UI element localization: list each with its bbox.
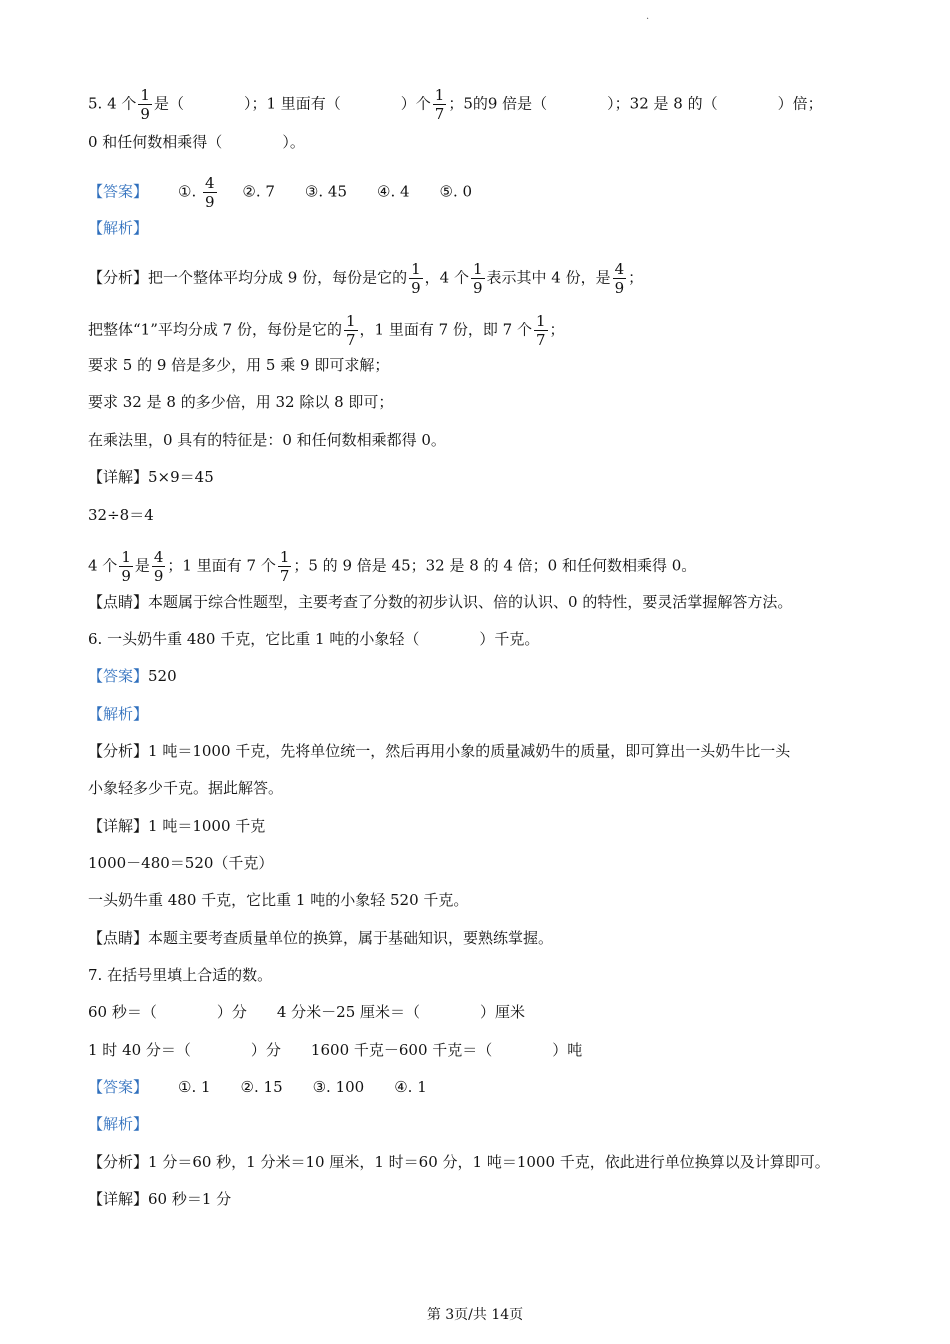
q7-question: 7. 在括号里填上合适的数。: [88, 966, 273, 984]
q5-detail-line2: 32÷8＝4: [88, 506, 154, 524]
q5-question-line1: 5. 4 个 $\frac{1}{9}$ 是（ ）；1 里面有（ ）个 $\frac{1}{7}$ ；5的9 倍是（ ）；32 是 8 的（ ）倍；: [88, 86, 823, 123]
q7-fenxi: 【分析】1 分＝60 秒，1 分米＝10 厘米，1 时＝60 分，1 吨＝1000 千克，依此进行单位换算以及计算即可。: [88, 1153, 830, 1171]
q5-detail-line3: 4 个 $\frac{1}{9}$ 是 $\frac{4}{9}$ ；1 里面有 7 个 $\frac{1}{7}$ ；5 的 9 倍是 45；32 是 8 的 4 倍；0 和任何数相乘得 0。: [88, 548, 697, 585]
q5-analysis-label: 【解析】: [88, 219, 149, 237]
fraction: $\frac{1}{7}$: [536, 312, 546, 349]
q6-comment: 【点睛】本题主要考查质量单位的换算，属于基础知识，要熟练掌握。: [88, 929, 554, 947]
q5-comment: 【点睛】本题属于综合性题型，主要考查了分数的初步认识、倍的认识、0 的特性，要灵活掌握解答方法。: [88, 593, 793, 611]
q6-fenxi-line1: 【分析】1 吨＝1000 千克，先将单位统一，然后再用小象的质量减奶牛的质量，即可算出一头奶牛比一头: [88, 742, 791, 760]
q5-answer: 【答案】 ①. $\frac{4}{9}$ ②. 7 ③. 45 ④. 4 ⑤. 0: [88, 174, 473, 211]
q5-fenxi-line5: 在乘法里，0 具有的特征是：0 和任何数相乘都得 0。: [88, 431, 446, 449]
q7-row1: 60 秒＝（ ）分 4 分米－25 厘米＝（ ）厘米: [88, 1003, 526, 1021]
fraction: $\frac{1}{7}$: [434, 86, 445, 123]
page-footer: 第 3页/共 14页: [426, 1307, 524, 1323]
fraction: $\frac{4}{9}$: [153, 548, 164, 585]
q6-detail-line1: 【详解】1 吨＝1000 千克: [88, 817, 266, 835]
q6-question: 6. 一头奶牛重 480 千克，它比重 1 吨的小象轻（ ）千克。: [88, 630, 540, 648]
q5-fenxi-line1: 【分析】把一个整体平均分成 9 份，每份是它的 $\frac{1}{9}$ ，4 个 $\frac{1}{9}$ 表示其中 4 份，是 $\frac{4}{9}$ ；: [88, 260, 644, 297]
q6-answer: 【答案】520: [88, 667, 177, 685]
q7-answer: 【答案】 ①. 1 ②. 15 ③. 100 ④. 1: [88, 1078, 427, 1096]
q5-fenxi-line4: 要求 32 是 8 的多少倍，用 32 除以 8 即可；: [88, 393, 394, 411]
q6-detail-line3: 一头奶牛重 480 千克，它比重 1 吨的小象轻 520 千克。: [88, 891, 469, 909]
q6-analysis-label: 【解析】: [88, 705, 149, 723]
q5-detail-line1: 【详解】5×9＝45: [88, 468, 214, 486]
fraction: $\frac{1}{9}$: [121, 548, 131, 585]
q6-detail-line2: 1000－480＝520（千克）: [88, 854, 274, 872]
fraction: $\frac{1}{7}$: [279, 548, 290, 585]
q7-row2: 1 时 40 分＝（ ）分 1600 千克－600 千克＝（ ）吨: [88, 1041, 583, 1059]
fraction: $\frac{4}{9}$: [205, 174, 215, 211]
fraction: $\frac{1}{7}$: [345, 312, 356, 349]
fraction: $\frac{1}{9}$: [472, 260, 483, 297]
q6-fenxi-line2: 小象轻多少千克。据此解答。: [88, 779, 284, 797]
fraction: $\frac{4}{9}$: [614, 260, 625, 297]
q5-fenxi-line2: 把整体“1”平均分成 7 份，每份是它的 $\frac{1}{7}$ ，1 里面有 7 份，即 7 个 $\frac{1}{7}$ ；: [88, 312, 565, 349]
answer-label: 【答案】: [88, 182, 149, 201]
q5-question-line2: 0 和任何数相乘得（ ）。: [88, 133, 305, 151]
header-mark: ·: [646, 14, 650, 25]
q5-fenxi-line3: 要求 5 的 9 倍是多少，用 5 乘 9 即可求解；: [88, 356, 390, 374]
q7-detail: 【详解】60 秒＝1 分: [88, 1190, 232, 1208]
q7-analysis-label: 【解析】: [88, 1115, 149, 1133]
fraction: $\frac{1}{9}$: [411, 260, 421, 297]
fraction: $\frac{1}{9}$: [140, 86, 150, 123]
